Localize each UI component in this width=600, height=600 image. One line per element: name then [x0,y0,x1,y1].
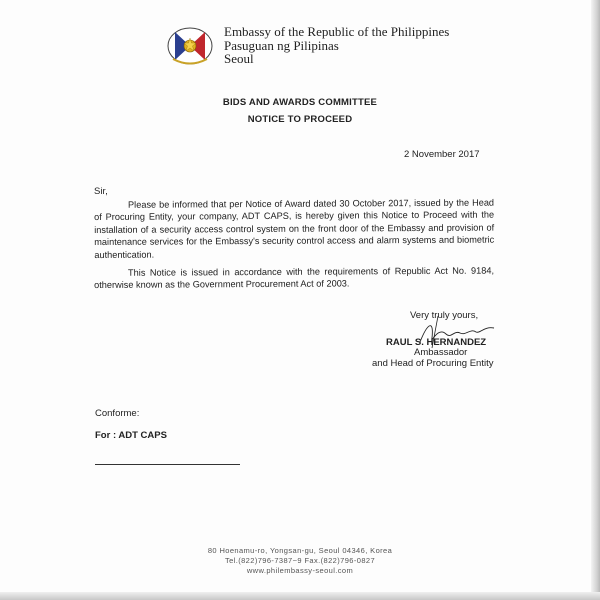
committee-heading: BIDS AND AWARDS COMMITTEE [222,97,378,108]
footer-address: 80 Hoenamu-ro, Yongsan-gu, Seoul 04346, Korea [207,546,393,555]
paragraph-1-text: Please be informed that per Notice of Award dated 30 October 2017, issued by the Head of Procuring Entity, your company, ADT CAPS, is hereby given this Notice to Proceed with the installation of a security access control system on the front door of the Embassy and provision of maintenance services for the Embassy's security control access and alarm systems and biometric authentication. [94,197,495,260]
paragraph-notice [94,197,494,261]
scan-edge-right [591,0,600,600]
footer-website: www.philembassy-seoul.com [246,566,354,575]
for-company-label: For : ADT CAPS [95,430,167,441]
letterhead-line-2: Pasuguan ng Pilipinas [224,37,339,53]
letterhead-line-1: Embassy of the Republic of the Philippines [224,24,450,39]
signatory-name: RAUL S. HERNANDEZ [386,337,487,348]
conforme-label: Conforme: [95,408,140,419]
paragraph-2-text: This Notice is issued in accordance with the requirements of Republic Act No. 9184, otherwise known as the Government Procurement Act of 2003. [94,265,495,291]
notice-title: NOTICE TO PROCEED [247,114,353,125]
letter-date: 2 November 2017 [404,149,480,160]
embassy-letterhead [224,25,449,66]
paragraph-legal-basis [94,265,494,292]
signatory-title: Ambassador [414,347,468,358]
signature-line [95,464,240,465]
letterhead-line-3: Seoul [224,51,254,66]
closing: Very truly yours, [410,310,479,321]
footer-phone: Tel.(822)796-7387~9 Fax.(822)796-0827 [224,556,376,565]
philippine-seal-icon [165,26,215,66]
salutation: Sir, [94,186,108,197]
signatory-title-2: and Head of Procuring Entity [372,358,494,369]
scan-edge-bottom [0,592,600,600]
